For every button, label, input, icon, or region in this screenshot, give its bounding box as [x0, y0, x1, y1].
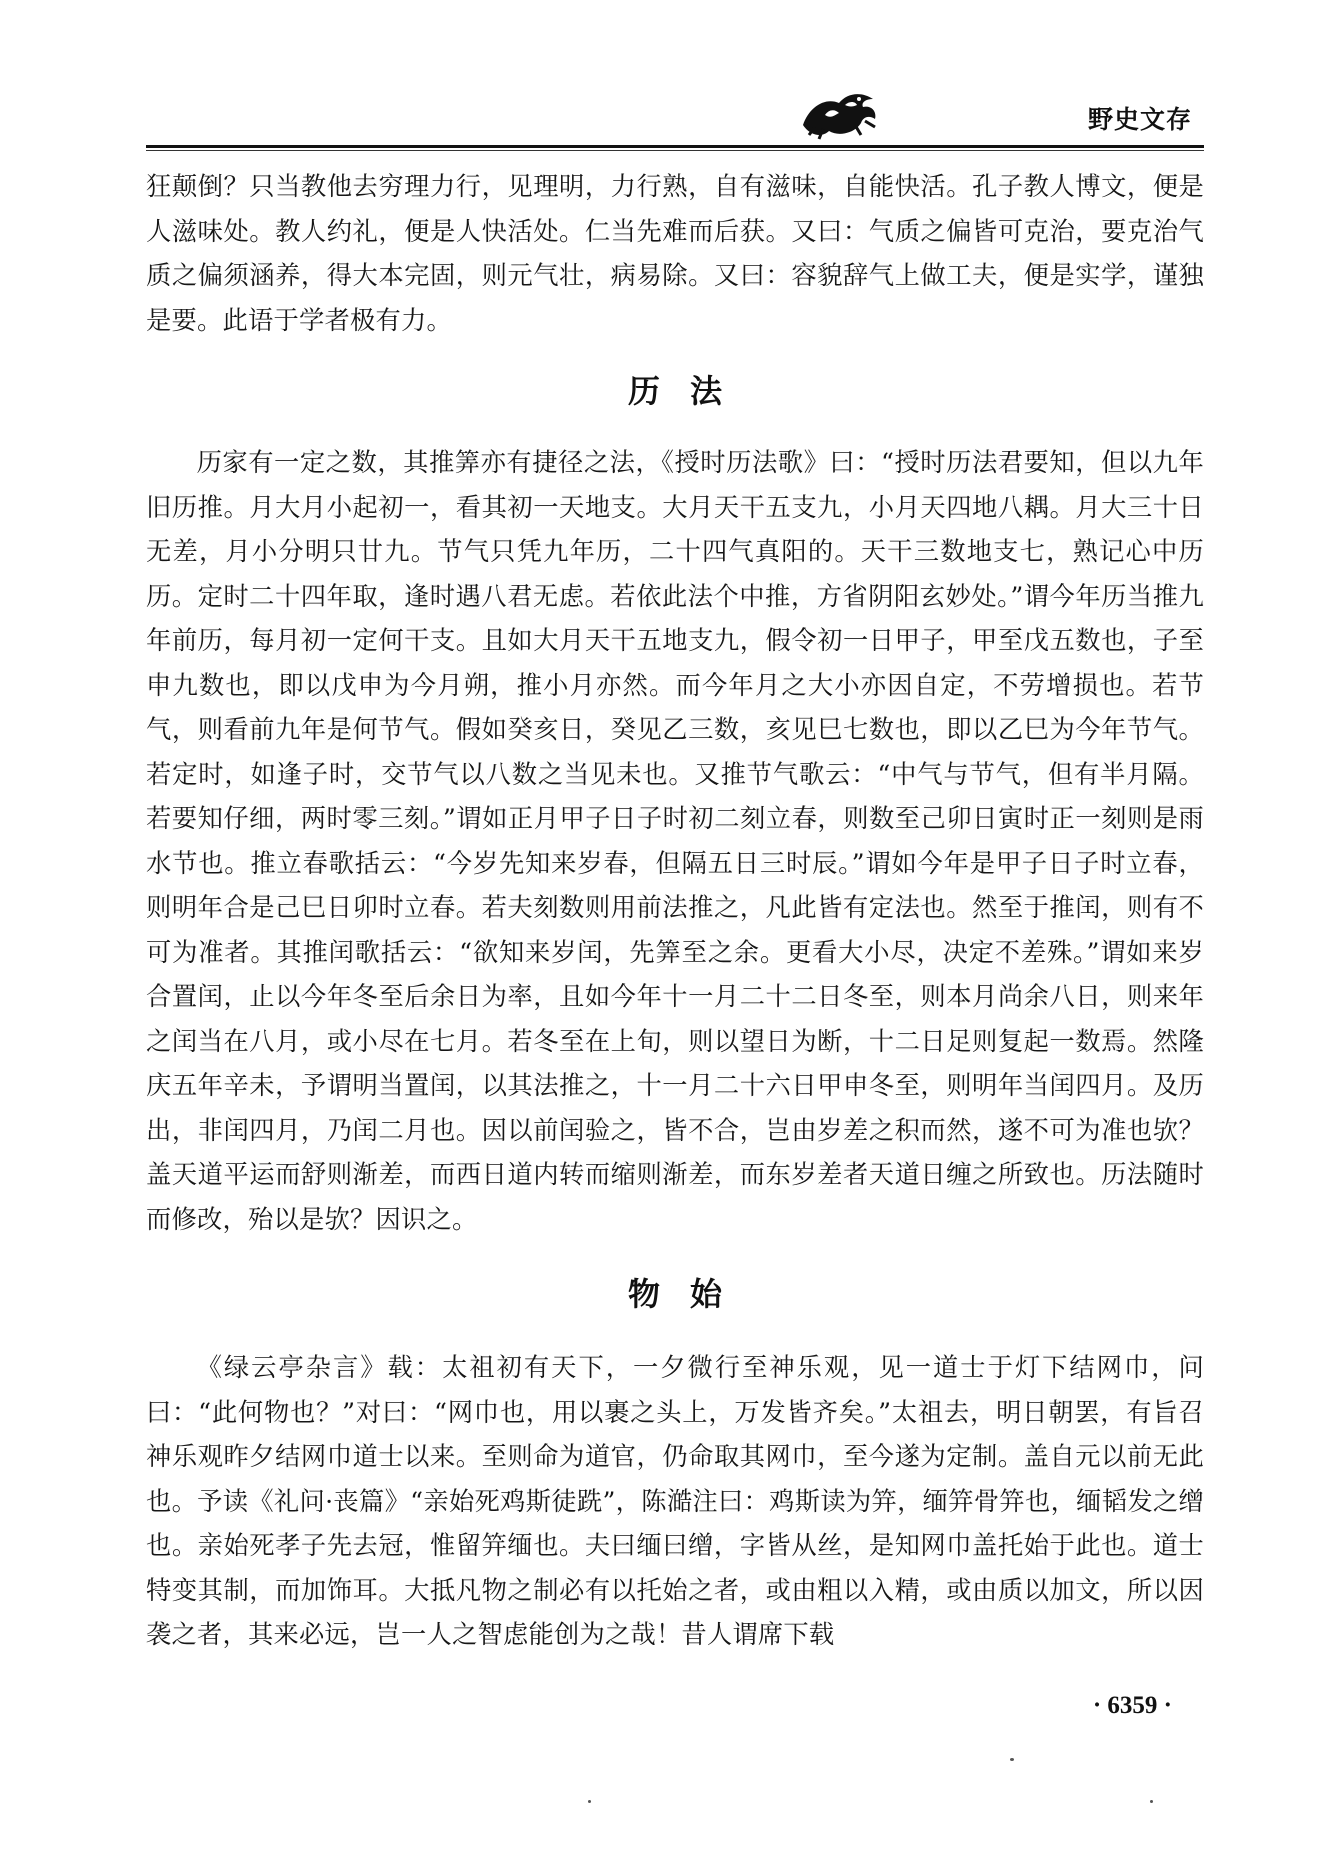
section-title-origins: 物始: [627, 1275, 752, 1313]
page-header: [0, 0, 1322, 150]
section-paragraph-calendar: 历家有一定之数，其推筭亦有捷径之法，《授时历法歌》曰：“授时历法君要知，但以九年旧历推。月大月小起初一，看其初一天地支。大月天干五支九，小月天四地八耦。月大三十日无差，月小分明只廿九。节气只凭九年历，二十四气真阳的。天干三数地支七，熟记心中历历。定时二十四年取，逢时遇八君无虑。若依此法个中推，方省阴阳玄妙处。”谓今年历当推九年前历，每月初一定何干支。且如大月天干五地支九，假令初一日甲子，甲至戊五数也，子至申九数也，即以戊申为今月朔，推小月亦然。而今年月之大小亦因自定，不劳增损也。若节气，则看前九年是何节气。假如癸亥日，癸见乙三数，亥见巳七数也，即以乙巳为今年节气。若定时，如逢子时，交节气以八数之当见未也。又推节气歌云：“中气与节气，但有半月隔。若要知仔细，两时零三刻。”谓如正月甲子日子时初二刻立春，则数至己卯日寅时正一刻则是雨水节也。推立春歌括云：“今岁先知来岁春，但隔五日三时辰。”谓如今年是甲子日子时立春，则明年合是己巳日卯时立春。若夫刻数则用前法推之，凡此皆有定法也。然至于推闰，则有不可为准者。其推闰歌括云：“欲知来岁闰，先筭至之余。更看大小尽，决定不差殊。”谓如来岁合置闰，止以今年冬至后余日为率，且如今年十一月二十二日冬至，则本月尚余八日，则来年之闰当在八月，或小尽在七月。若冬至在上旬，则以望日为断，十二日足则复起一数焉。然隆庆五年辛未，予谓明当置闰，以其法推之，十一月二十六日甲申冬至，则明年当闰四月。及历出，非闰四月，乃闰二月也。因以前闰验之，皆不合，岂由岁差之积而然，遂不可为准也欤？盖天道平运而舒则渐差，而西日道内转而缩则渐差，而东岁差者天道日缠之所致也。历法随时而修改，殆以是欤？因识之。: [146, 448, 1204, 1234]
scan-speck: [1150, 1800, 1153, 1803]
scan-speck: [588, 1800, 591, 1803]
page-body: [146, 165, 1204, 1658]
scan-speck: [1010, 1758, 1014, 1761]
lead-paragraph: 狂颠倒？只当教他去穷理力行，见理明，力行熟，自有滋味，自能快活。孔子教人博文，便是人滋味处。教人约礼，便是人快活处。仁当先难而后获。又曰：气质之偏皆可克治，要克治气质之偏须涵养，得大本完固，则元气壮，病易除。又曰：容貌辞气上做工夫，便是实学，谨独是要。此语于学者极有力。: [146, 172, 1204, 335]
header-rule-thin: [146, 150, 1204, 151]
running-title: 野史文存: [1087, 105, 1192, 134]
section-paragraph-origins: 《绿云亭杂言》载：太祖初有天下，一夕微行至神乐观，见一道士于灯下结网巾，问曰：“此何物也？”对曰：“网巾也，用以裹之头上，万发皆齐矣。”太祖去，明日朝罢，有旨召神乐观昨夕结网巾道士以来。至则命为道官，仍命取其网巾，至今遂为定制。盖自元以前无此也。予读《礼问·丧篇》“亲始死鸡斯徒跣”，陈澔注曰：鸡斯读为笄，缅笄骨笄也，缅韬发之缯也。亲始死孝子先去冠，惟留笄缅也。夫曰缅曰缯，字皆从丝，是知网巾盖托始于此也。道士特变其制，而加饰耳。大抵凡物之制必有以托始之者，或由粗以入精，或由质以加文，所以因袭之者，其来必远，岂一人之智虑能创为之哉！昔人谓席下载: [146, 1353, 1204, 1649]
section-title-calendar: 历法: [627, 372, 752, 410]
dragon-emblem-icon: [795, 85, 881, 141]
page-number: · 6359 ·: [1092, 1692, 1172, 1719]
header-rule: [146, 145, 1204, 148]
